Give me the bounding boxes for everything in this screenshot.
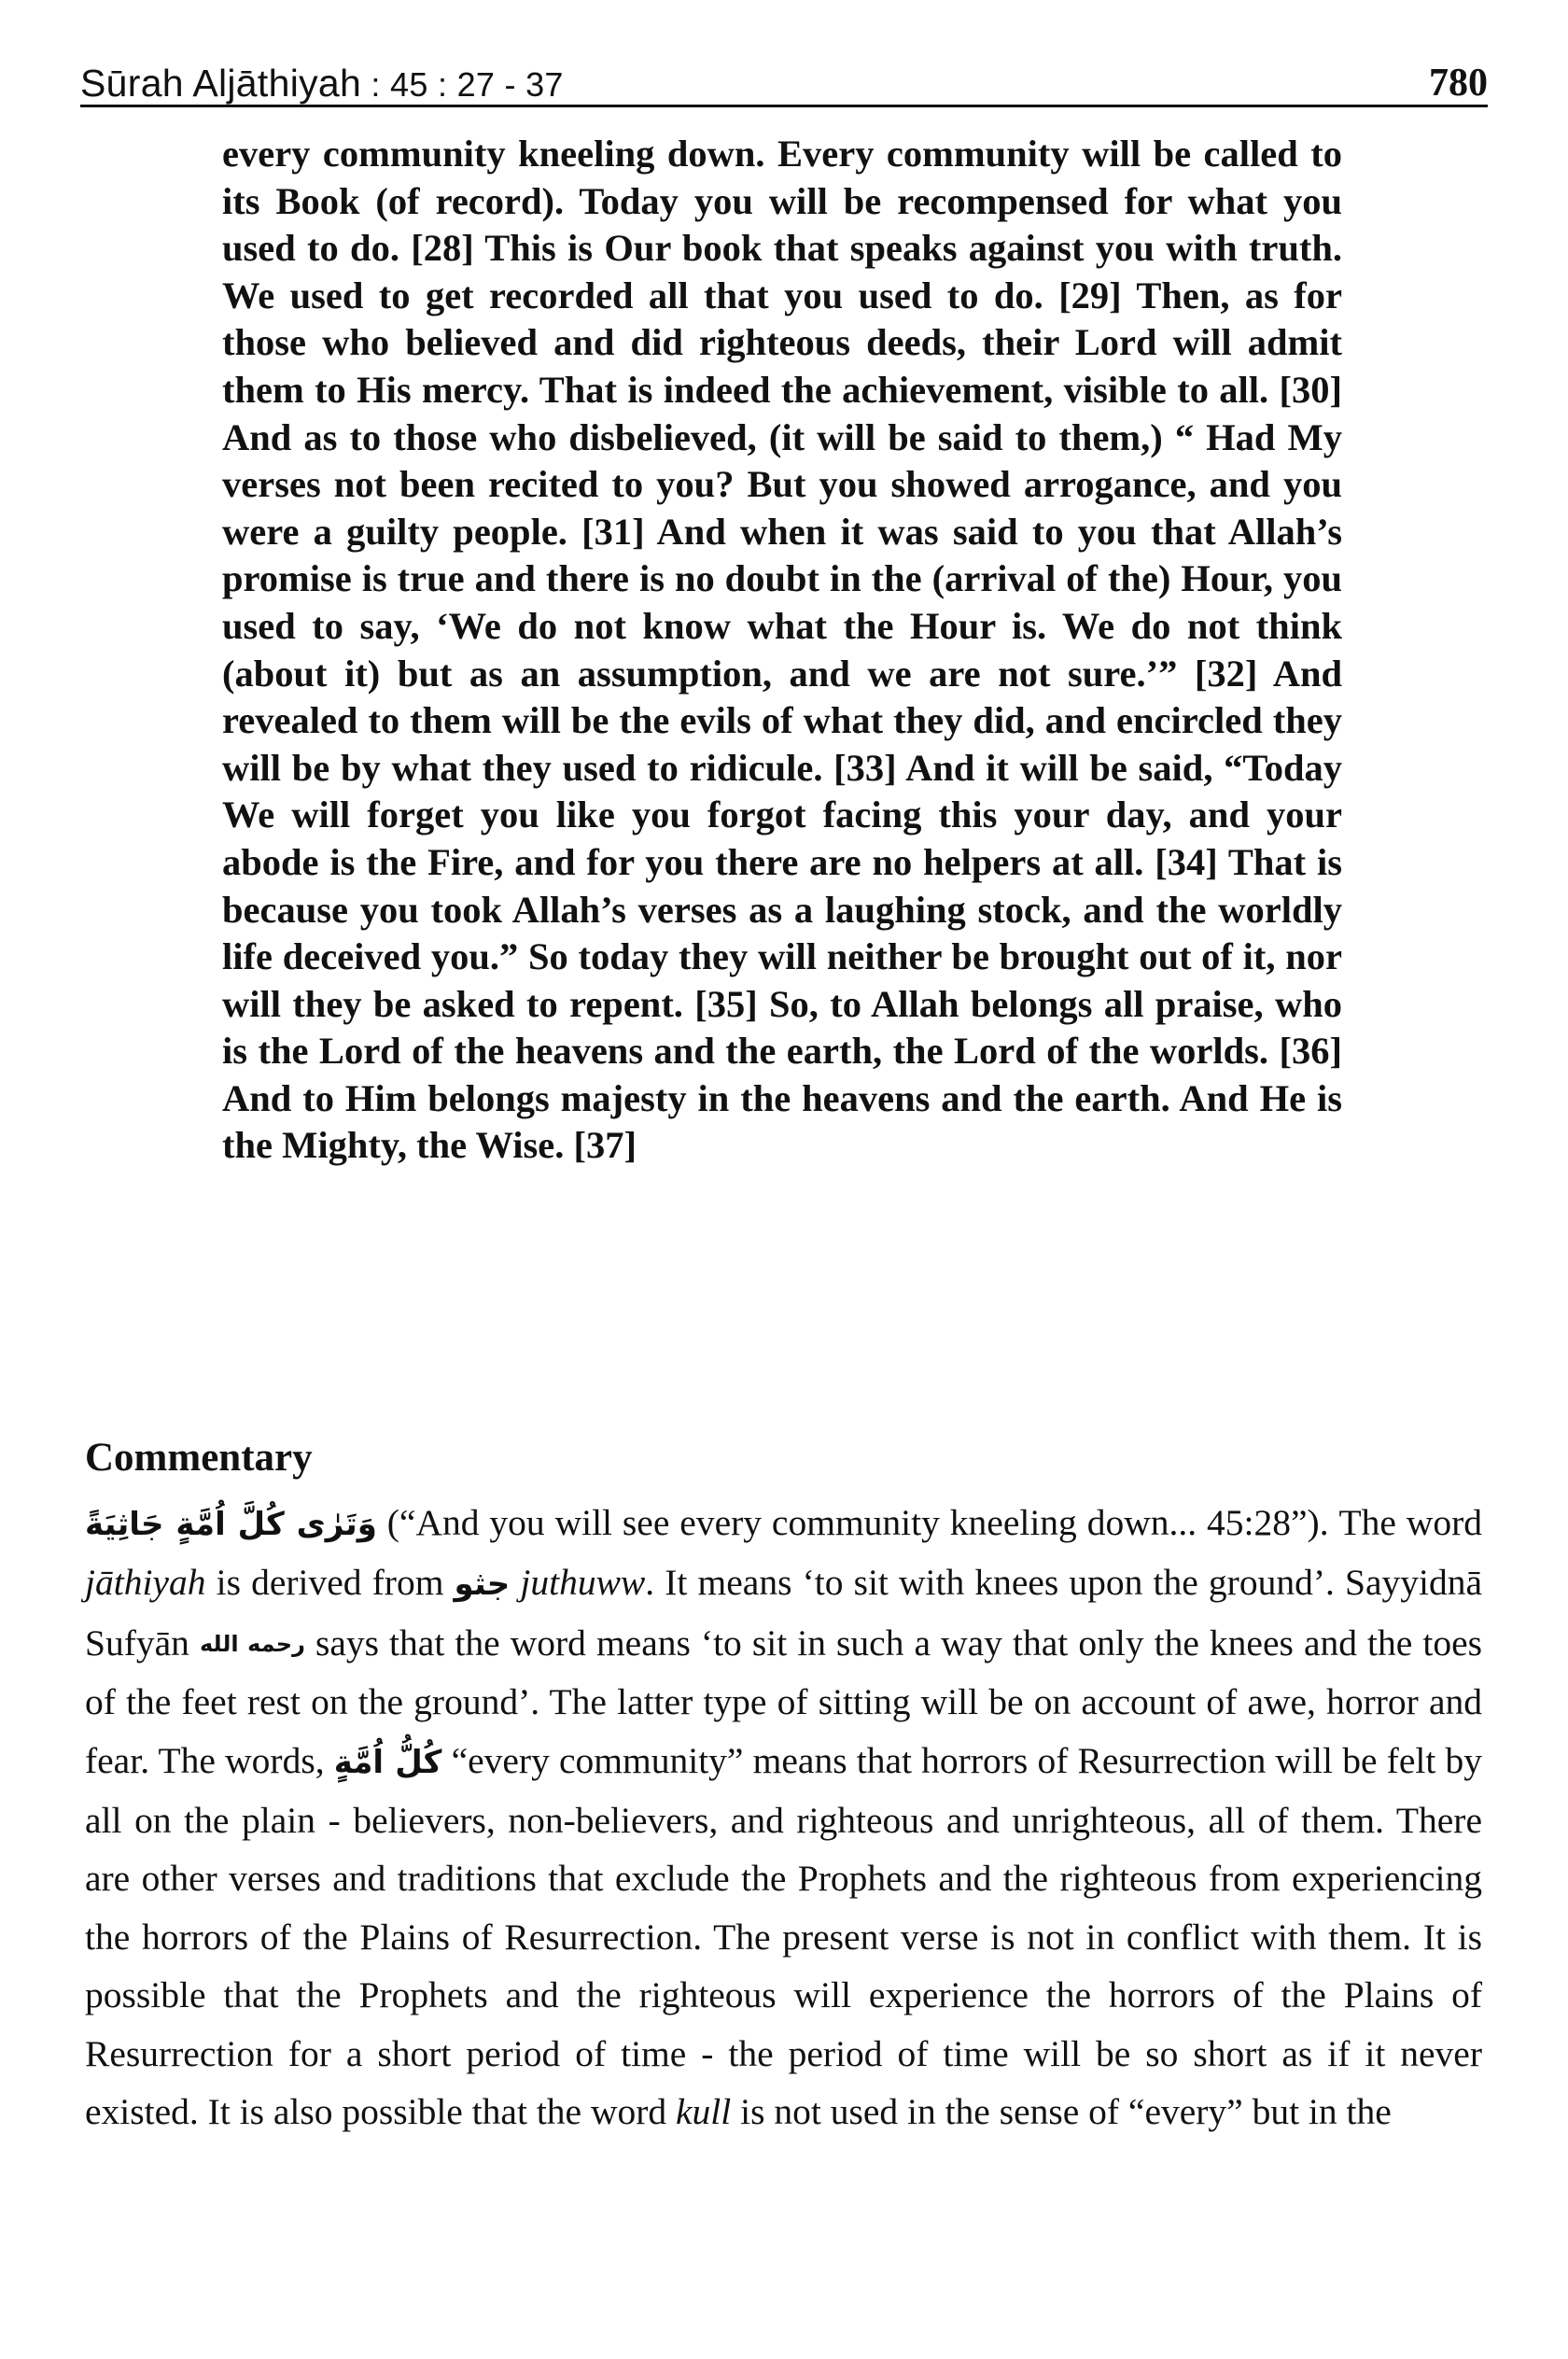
term-jathiyah: jāthiyah: [85, 1562, 206, 1604]
term-juthuww: juthuww: [520, 1562, 646, 1604]
commentary-text-4: . It means ‘to sit with knees upon the ground’. Sayyidnā Sufyān: [85, 1562, 1482, 1664]
surah-name: Sūrah Aljāthiyah: [80, 62, 362, 105]
arabic-kull-ummah: كُلُّ اُمَّةٍ: [333, 1743, 442, 1781]
running-header: [80, 35, 1488, 103]
commentary-text-6: “every community” means that horrors of Resurrection will be felt by all on the plain - believers, non-believers, and righteous and unrighteous, all of them. There are other verses and traditions that exclude the Prophets and the righteous from experiencing the horrors of the Plains of Resurrection. The present verse is not in conflict with them. It is possible that the Prophets and the righteous will experience the horrors of the Plains of Resurrection for a short period of time - the period of time will be so short as if it never existed. It is also possible that the word: [85, 1739, 1482, 2133]
surah-title: [80, 64, 564, 103]
commentary-text-2: is derived from: [205, 1562, 455, 1604]
commentary-heading: Commentary: [85, 1436, 313, 1480]
commentary-text-5: says that the word means ‘to sit in such a way that only the knees and the toes of the feet rest on the ground’. The latter type of sitting will be on account of awe, horror and fear. The words,: [85, 1622, 1483, 1781]
commentary-paragraph: [85, 1494, 1482, 2141]
arabic-juthuww: جثو: [454, 1566, 511, 1604]
commentary-text-7: is not used in the sense of “every” but in the: [731, 2091, 1392, 2133]
commentary-text-3: [510, 1562, 520, 1603]
commentary-text-1: (“And you will see every community kneeling down... 45:28”). The word: [376, 1502, 1483, 1543]
header-rule: [80, 105, 1488, 107]
verse-reference: : 45 : 27 - 37: [361, 65, 564, 104]
honorific-glyph: رحمه الله: [199, 1630, 305, 1657]
arabic-verse: وَتَرٰى كُلَّ اُمَّةٍ جَاثِيَةً: [85, 1506, 377, 1543]
term-kull: kull: [676, 2091, 732, 2133]
page-number: 780: [1429, 62, 1488, 105]
translation-paragraph: every community kneeling down. Every community will be called to its Book (of record). Today you will be recompensed for what you used to do. [28] This is Our book that speaks against you with truth. We used to get recorded all that you used to do. [29] Then, as for those who believed and did righteous deeds, their Lord will admit them to His mercy. That is indeed the achievement, visible to all. [30] And as to those who disbelieved, (it will be said to them,) “ Had My verses not been recited to you? But you showed arrogance, and you were a guilty people. [31] And when it was said to you that Allah’s promise is true and there is no doubt in the (arrival of the) Hour, you used to say, ‘We do not know what the Hour is. We do not think (about it) but as an assumption, and we are not sure.’” [32] And revealed to them will be the evils of what they did, and encircled they will be by what they used to ridicule. [33] And it will be said, “Today We will forget you like you forgot facing this your day, and your abode is the Fire, and for you there are no helpers at all. [34] That is because you took Allah’s verses as a laughing stock, and the worldly life deceived you.” So today they will neither be brought out of it, nor will they be asked to repent. [35] So, to Allah belongs all praise, who is the Lord of the heavens and the earth, the Lord of the worlds. [36] And to Him belongs majesty in the heavens and the earth. And He is the Mighty, the Wise. [37]: [222, 133, 1342, 1167]
